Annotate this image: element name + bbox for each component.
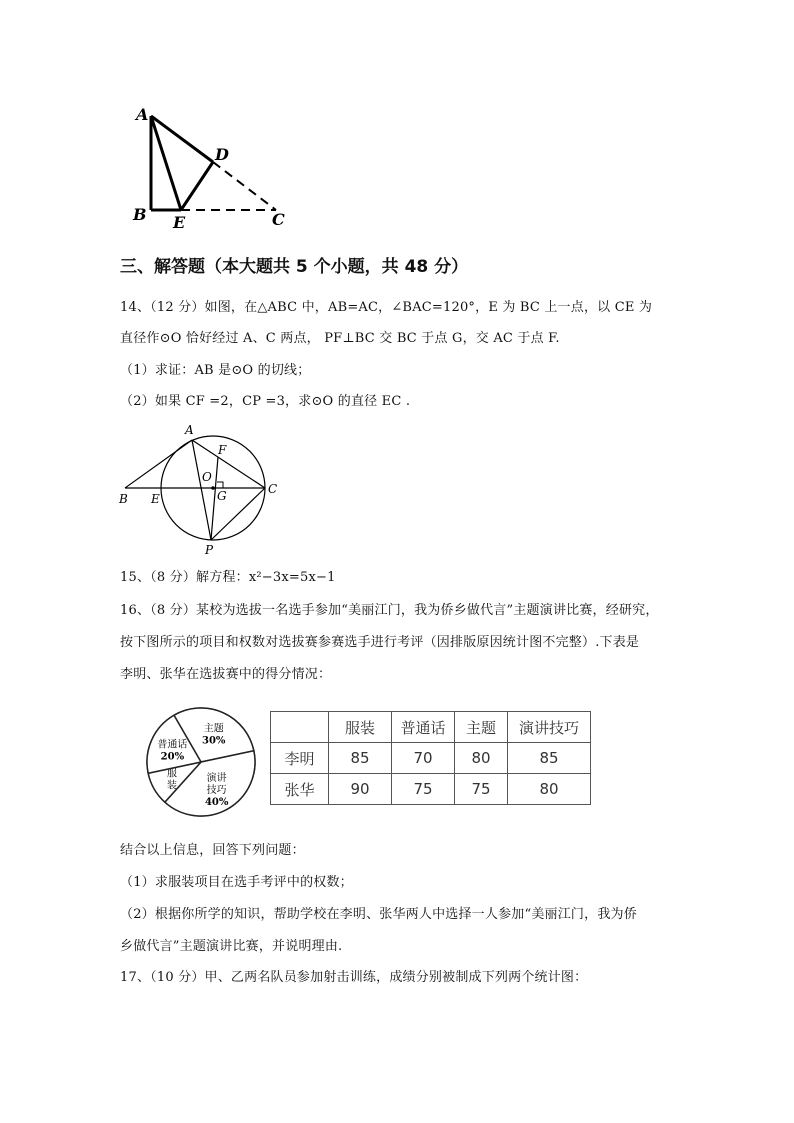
q16-sub2b: 乡做代言”主题演讲比赛，并说明理由. (120, 939, 343, 954)
circ-label-E: E (151, 492, 160, 506)
q16-after: 结合以上信息，回答下列问题： (120, 843, 305, 858)
table-header-cell: 主题 (455, 712, 508, 743)
pie-category-label: 技巧 (206, 785, 227, 797)
q16-sub2a: （2）根据你所学的知识，帮助学校在李明、张华两人中选择一人参加“美丽江门，我为侨 (120, 907, 637, 922)
table-header-cell (271, 712, 329, 743)
circ-label-C: C (268, 482, 278, 496)
table-cell: 80 (455, 743, 508, 774)
q16-line1: 16、（8 分）某校为选拔一名选手参加“美丽江门，我为侨乡做代言”主题演讲比赛，经研究， (120, 603, 659, 618)
table-header-row (271, 712, 591, 743)
circ-label-P: P (205, 543, 214, 557)
q16-sub1: （1）求服装项目在选手考评中的权数； (120, 875, 353, 890)
table-cell: 70 (392, 743, 455, 774)
pie-chart (136, 705, 266, 820)
geometry-figure-circle (115, 420, 290, 560)
circ-label-A: A (185, 423, 194, 437)
table-header-cell: 普通话 (392, 712, 455, 743)
circ-label-G: G (217, 489, 227, 503)
table-cell: 75 (392, 774, 455, 805)
circ-label-O: O (202, 470, 212, 484)
table-row (271, 774, 591, 805)
geometry-figure-triangle (125, 100, 300, 235)
label-B: B (133, 205, 147, 224)
pie-category-label: 主题 (203, 723, 224, 735)
pie-value-label: 40% (204, 797, 229, 809)
pie-category-label: 装 (167, 780, 178, 792)
q16-line3: 李明、张华在选拔赛中的得分情况： (120, 667, 332, 682)
pie-value-label: 20% (160, 751, 185, 763)
pie-category-label: 普通话 (157, 739, 188, 751)
q14-sub2: （2）如果 CF =2，CP =3，求⊙O 的直径 EC . (120, 394, 411, 409)
table-cell: 85 (508, 743, 591, 774)
q16-line2: 按下图所示的项目和权数对选拔赛参赛选手进行考评（因排版原因统计图不完整）.下表是 (120, 635, 640, 650)
q14-line1: 14、（12 分）如图，在△ABC 中，AB=AC，∠BAC=120°，E 为 BC 上一点，以 CE 为 (120, 300, 653, 315)
q17-text: 17、（10 分）甲、乙两名队员参加射击训练，成绩分别被制成下列两个统计图： (120, 970, 588, 985)
label-E: E (173, 213, 186, 232)
table-row (271, 743, 591, 774)
q14-line2: 直径作⊙O 恰好经过 A、C 两点， PF⊥BC 交 BC 于点 G，交 AC 于点 F. (120, 331, 560, 346)
table-header-cell: 演讲技巧 (508, 712, 591, 743)
table-header-cell: 服装 (329, 712, 392, 743)
table-cell: 90 (329, 774, 392, 805)
table-cell: 李明 (271, 743, 329, 774)
score-table (270, 711, 591, 805)
pie-category-label: 演讲 (206, 773, 227, 785)
q14-sub1: （1）求证：AB 是⊙O 的切线； (120, 363, 311, 378)
table-cell: 张华 (271, 774, 329, 805)
table-cell: 80 (508, 774, 591, 805)
circ-label-F: F (218, 443, 227, 457)
label-C: C (272, 210, 285, 229)
q15-text: 15、（8 分）解方程：x²−3x=5x−1 (120, 570, 336, 585)
table-cell: 85 (329, 743, 392, 774)
label-A: A (136, 105, 149, 124)
label-D: D (215, 145, 229, 164)
pie-category-label: 服 (167, 768, 178, 780)
section-heading: 三、解答题（本大题共 5 个小题，共 48 分） (120, 257, 469, 277)
pie-value-label: 30% (202, 735, 226, 747)
circ-label-B: B (119, 492, 128, 506)
table-cell: 75 (455, 774, 508, 805)
